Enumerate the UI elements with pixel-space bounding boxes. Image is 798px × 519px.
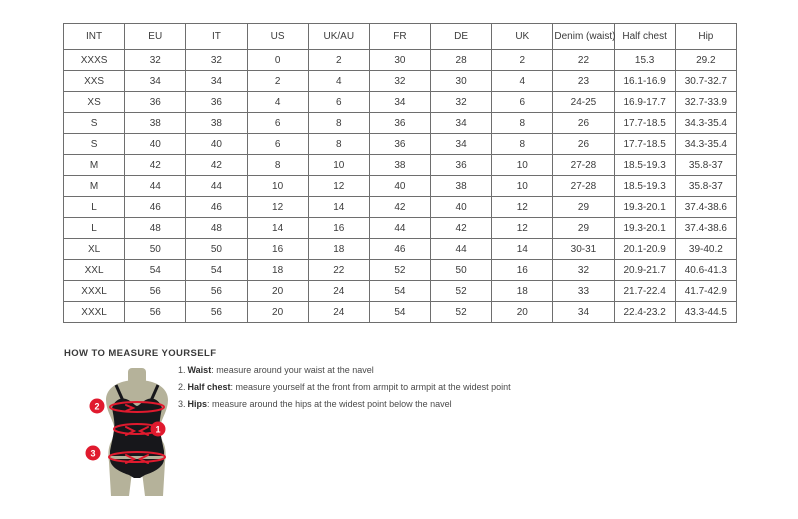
size-cell: 29 bbox=[553, 197, 614, 218]
size-cell: 17.7-18.5 bbox=[614, 134, 675, 155]
size-cell: 40 bbox=[125, 134, 186, 155]
size-cell: 20.1-20.9 bbox=[614, 239, 675, 260]
size-cell: 38 bbox=[369, 155, 430, 176]
size-cell: 32 bbox=[125, 50, 186, 71]
size-cell: 8 bbox=[247, 155, 308, 176]
step-number: 1. bbox=[178, 365, 186, 375]
column-header: INT bbox=[64, 24, 125, 50]
size-row bbox=[64, 92, 737, 113]
size-cell: 34 bbox=[431, 134, 492, 155]
size-cell: XXXL bbox=[64, 281, 125, 302]
size-row bbox=[64, 218, 737, 239]
size-cell: 16.1-16.9 bbox=[614, 71, 675, 92]
size-cell: 28 bbox=[431, 50, 492, 71]
size-cell: 24 bbox=[308, 281, 369, 302]
size-cell: 18 bbox=[308, 239, 369, 260]
size-cell: 32 bbox=[186, 50, 247, 71]
size-cell: 18 bbox=[492, 281, 553, 302]
size-cell: 35.8-37 bbox=[675, 176, 736, 197]
size-cell: 22.4-23.2 bbox=[614, 302, 675, 323]
size-cell: 30 bbox=[369, 50, 430, 71]
size-cell: 30 bbox=[431, 71, 492, 92]
size-cell: 52 bbox=[431, 302, 492, 323]
size-cell: 10 bbox=[492, 176, 553, 197]
size-cell: 36 bbox=[431, 155, 492, 176]
step-label: Half chest bbox=[187, 382, 231, 392]
size-cell: 44 bbox=[125, 176, 186, 197]
size-cell: 52 bbox=[431, 281, 492, 302]
size-cell: 30.7-32.7 bbox=[675, 71, 736, 92]
size-cell: 20.9-21.7 bbox=[614, 260, 675, 281]
size-cell: 8 bbox=[492, 113, 553, 134]
marker-waist-number: 1 bbox=[155, 424, 161, 435]
size-cell: L bbox=[64, 197, 125, 218]
size-cell: 18 bbox=[247, 260, 308, 281]
measure-step-waist bbox=[178, 366, 511, 375]
size-cell: 41.7-42.9 bbox=[675, 281, 736, 302]
size-cell: 27-28 bbox=[553, 155, 614, 176]
size-cell: 56 bbox=[125, 302, 186, 323]
step-number: 3. bbox=[178, 399, 186, 409]
size-row bbox=[64, 260, 737, 281]
size-cell: 48 bbox=[186, 218, 247, 239]
step-text: : measure yourself at the front from armpit to armpit at the widest point bbox=[230, 382, 511, 392]
size-cell: 42 bbox=[125, 155, 186, 176]
size-cell: 8 bbox=[308, 113, 369, 134]
size-cell: 34 bbox=[553, 302, 614, 323]
size-cell: 14 bbox=[308, 197, 369, 218]
size-cell: 10 bbox=[492, 155, 553, 176]
size-row bbox=[64, 134, 737, 155]
size-cell: 24 bbox=[308, 302, 369, 323]
size-cell: 14 bbox=[492, 239, 553, 260]
size-cell: 48 bbox=[125, 218, 186, 239]
size-cell: 10 bbox=[247, 176, 308, 197]
size-cell: S bbox=[64, 134, 125, 155]
step-text: : measure around your waist at the navel bbox=[211, 365, 374, 375]
size-cell: 46 bbox=[125, 197, 186, 218]
marker-chest-number: 2 bbox=[94, 401, 100, 412]
size-cell: 20 bbox=[247, 281, 308, 302]
size-cell: 34 bbox=[186, 71, 247, 92]
step-label: Waist bbox=[187, 365, 212, 375]
size-cell: M bbox=[64, 176, 125, 197]
size-cell: 24-25 bbox=[553, 92, 614, 113]
size-cell: 37.4-38.6 bbox=[675, 197, 736, 218]
table-header-row bbox=[64, 24, 737, 50]
size-cell: 21.7-22.4 bbox=[614, 281, 675, 302]
step-label: Hips bbox=[187, 399, 208, 409]
marker-hips-number: 3 bbox=[90, 448, 96, 459]
size-cell: 4 bbox=[492, 71, 553, 92]
size-cell: 39-40.2 bbox=[675, 239, 736, 260]
size-cell: 33 bbox=[553, 281, 614, 302]
size-cell: 44 bbox=[186, 176, 247, 197]
size-cell: 42 bbox=[186, 155, 247, 176]
size-cell: S bbox=[64, 113, 125, 134]
size-cell: 54 bbox=[186, 260, 247, 281]
size-cell: 56 bbox=[186, 302, 247, 323]
size-cell: M bbox=[64, 155, 125, 176]
size-cell: 40.6-41.3 bbox=[675, 260, 736, 281]
size-cell: 4 bbox=[247, 92, 308, 113]
measure-step-half-chest bbox=[178, 383, 511, 392]
size-cell: 38 bbox=[125, 113, 186, 134]
size-cell: 19.3-20.1 bbox=[614, 197, 675, 218]
size-cell: 40 bbox=[369, 176, 430, 197]
size-cell: 52 bbox=[369, 260, 430, 281]
size-cell: 29.2 bbox=[675, 50, 736, 71]
size-cell: 34 bbox=[369, 92, 430, 113]
size-cell: 6 bbox=[492, 92, 553, 113]
size-row bbox=[64, 50, 737, 71]
column-header: EU bbox=[125, 24, 186, 50]
size-row bbox=[64, 281, 737, 302]
size-cell: 42 bbox=[369, 197, 430, 218]
column-header: FR bbox=[369, 24, 430, 50]
size-cell: 36 bbox=[369, 134, 430, 155]
size-cell: 12 bbox=[247, 197, 308, 218]
size-cell: 2 bbox=[308, 50, 369, 71]
size-cell: 2 bbox=[247, 71, 308, 92]
size-cell: L bbox=[64, 218, 125, 239]
column-header: IT bbox=[186, 24, 247, 50]
size-cell: 30-31 bbox=[553, 239, 614, 260]
size-cell: 43.3-44.5 bbox=[675, 302, 736, 323]
size-cell: 36 bbox=[186, 92, 247, 113]
size-cell: XXS bbox=[64, 71, 125, 92]
size-cell: 40 bbox=[431, 197, 492, 218]
size-cell: XS bbox=[64, 92, 125, 113]
size-row bbox=[64, 155, 737, 176]
size-cell: 12 bbox=[492, 218, 553, 239]
column-header: DE bbox=[431, 24, 492, 50]
size-cell: 14 bbox=[247, 218, 308, 239]
size-cell: 44 bbox=[369, 218, 430, 239]
measure-steps bbox=[178, 366, 511, 417]
column-header: UK bbox=[492, 24, 553, 50]
size-cell: 19.3-20.1 bbox=[614, 218, 675, 239]
size-cell: 42 bbox=[431, 218, 492, 239]
measure-section-title: HOW TO MEASURE YOURSELF bbox=[64, 348, 217, 359]
size-cell: 16 bbox=[247, 239, 308, 260]
size-cell: 8 bbox=[492, 134, 553, 155]
size-cell: 32.7-33.9 bbox=[675, 92, 736, 113]
size-cell: 50 bbox=[431, 260, 492, 281]
size-cell: XXL bbox=[64, 260, 125, 281]
size-cell: 50 bbox=[186, 239, 247, 260]
step-text: : measure around the hips at the widest point below the navel bbox=[207, 399, 452, 409]
size-cell: 18.5-19.3 bbox=[614, 176, 675, 197]
column-header: Hip bbox=[675, 24, 736, 50]
size-row bbox=[64, 302, 737, 323]
size-cell: 34 bbox=[125, 71, 186, 92]
size-cell: 37.4-38.6 bbox=[675, 218, 736, 239]
size-cell: 46 bbox=[186, 197, 247, 218]
size-row bbox=[64, 113, 737, 134]
size-cell: 54 bbox=[369, 302, 430, 323]
size-cell: 8 bbox=[308, 134, 369, 155]
size-cell: 2 bbox=[492, 50, 553, 71]
size-cell: 6 bbox=[247, 113, 308, 134]
size-cell: 29 bbox=[553, 218, 614, 239]
size-cell: XXXL bbox=[64, 302, 125, 323]
size-cell: 50 bbox=[125, 239, 186, 260]
mannequin-illustration bbox=[82, 368, 192, 498]
size-cell: 0 bbox=[247, 50, 308, 71]
size-cell: 32 bbox=[431, 92, 492, 113]
size-chart-table bbox=[63, 23, 737, 323]
size-cell: 12 bbox=[308, 176, 369, 197]
size-cell: 6 bbox=[247, 134, 308, 155]
size-cell: 10 bbox=[308, 155, 369, 176]
size-cell: 54 bbox=[369, 281, 430, 302]
size-row bbox=[64, 71, 737, 92]
size-cell: 17.7-18.5 bbox=[614, 113, 675, 134]
table-body bbox=[64, 50, 737, 323]
measure-step-hips bbox=[178, 400, 511, 409]
size-cell: 34.3-35.4 bbox=[675, 113, 736, 134]
size-cell: 56 bbox=[186, 281, 247, 302]
size-cell: 18.5-19.3 bbox=[614, 155, 675, 176]
size-cell: 16 bbox=[308, 218, 369, 239]
size-cell: XL bbox=[64, 239, 125, 260]
size-cell: 36 bbox=[369, 113, 430, 134]
size-cell: XXXS bbox=[64, 50, 125, 71]
size-cell: 15.3 bbox=[614, 50, 675, 71]
size-cell: 54 bbox=[125, 260, 186, 281]
column-header: US bbox=[247, 24, 308, 50]
size-cell: 12 bbox=[492, 197, 553, 218]
size-cell: 34.3-35.4 bbox=[675, 134, 736, 155]
size-cell: 20 bbox=[247, 302, 308, 323]
size-cell: 16 bbox=[492, 260, 553, 281]
column-header: Half chest bbox=[614, 24, 675, 50]
size-cell: 22 bbox=[553, 50, 614, 71]
size-cell: 26 bbox=[553, 134, 614, 155]
size-cell: 35.8-37 bbox=[675, 155, 736, 176]
size-cell: 22 bbox=[308, 260, 369, 281]
size-cell: 23 bbox=[553, 71, 614, 92]
size-cell: 32 bbox=[369, 71, 430, 92]
size-cell: 4 bbox=[308, 71, 369, 92]
size-row bbox=[64, 197, 737, 218]
size-row bbox=[64, 176, 737, 197]
size-cell: 56 bbox=[125, 281, 186, 302]
size-cell: 36 bbox=[125, 92, 186, 113]
step-number: 2. bbox=[178, 382, 186, 392]
size-cell: 46 bbox=[369, 239, 430, 260]
size-cell: 40 bbox=[186, 134, 247, 155]
size-cell: 38 bbox=[431, 176, 492, 197]
size-cell: 44 bbox=[431, 239, 492, 260]
size-cell: 16.9-17.7 bbox=[614, 92, 675, 113]
size-cell: 27-28 bbox=[553, 176, 614, 197]
size-cell: 34 bbox=[431, 113, 492, 134]
size-cell: 6 bbox=[308, 92, 369, 113]
size-cell: 38 bbox=[186, 113, 247, 134]
column-header: UK/AU bbox=[308, 24, 369, 50]
size-cell: 20 bbox=[492, 302, 553, 323]
size-cell: 26 bbox=[553, 113, 614, 134]
column-header: Denim (waist) bbox=[553, 24, 614, 50]
size-cell: 32 bbox=[553, 260, 614, 281]
size-row bbox=[64, 239, 737, 260]
